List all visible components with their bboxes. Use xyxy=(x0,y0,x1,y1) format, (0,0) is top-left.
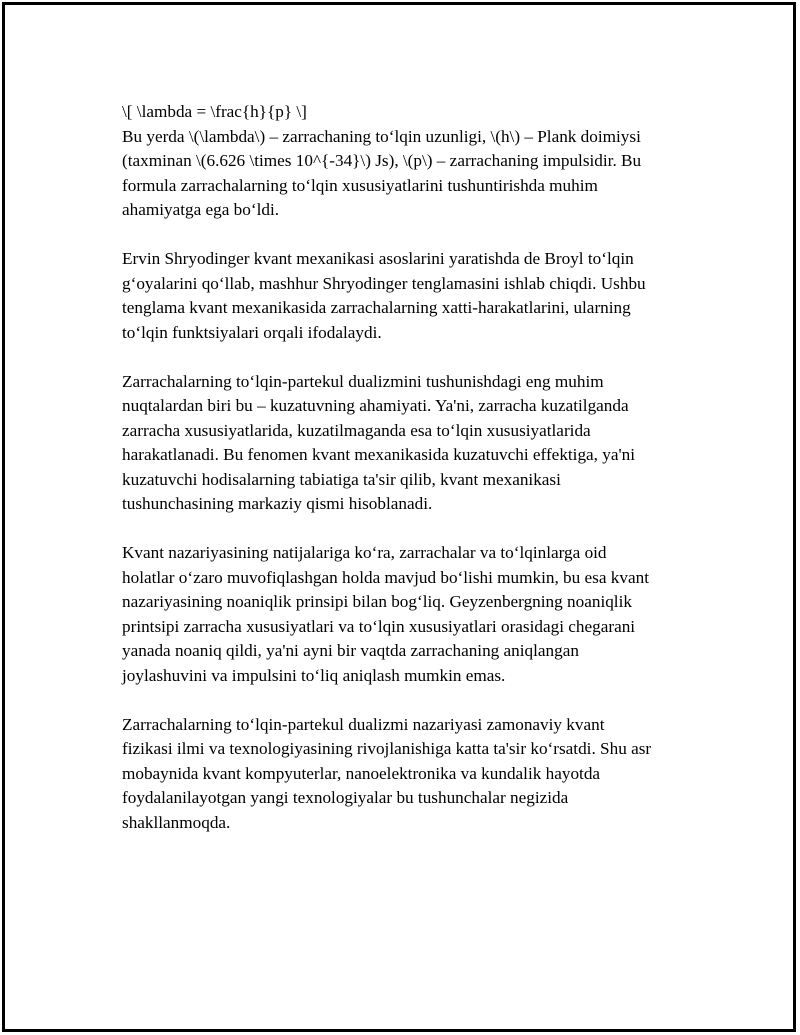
paragraph-schrodinger xyxy=(122,247,702,345)
text-line: harakatlanadi. Bu fenomen kvant mexanikasida kuzatuvchi effektiga, ya'ni xyxy=(122,445,635,464)
text-line: kuzatuvchi hodisalarning tabiatiga ta'sir qilib, kvant mexanikasi xyxy=(122,469,561,489)
text-line: fizikasi ilmi va texnologiyasining rivojlanishiga katta ta'sir ko‘rsatdi. Shu asr xyxy=(122,739,652,758)
text-line: yanada noaniq qildi, ya'ni ayni bir vaqtda zarrachaning aniqlangan xyxy=(122,641,579,660)
text-line: formula zarrachalarning to‘lqin xususiyatlarini tushuntirishda muhim xyxy=(122,175,598,195)
text-line: nuqtalardan biri bu – kuzatuvning ahamiyati. Ya'ni, zarracha kuzatilganda xyxy=(122,396,629,415)
text-line: g‘oyalarini qo‘llab, mashhur Shryodinger tenglamasini ishlab chiqdi. Ushbu xyxy=(122,273,646,293)
text-line: mobaynida kvant kompyuterlar, nanoelektronika va kundalik hayotda xyxy=(122,763,601,783)
text-line: Bu yerda \(\lambda\) – zarrachaning to‘lqin uzunligi, \(h\) – Plank doimiysi xyxy=(122,126,641,146)
text-line: Kvant nazariyasining natijalariga ko‘ra, zarrachalar va to‘lqinlarga oid xyxy=(122,543,607,562)
text-line: Ervin Shryodinger kvant mexanikasi asoslarini yaratishda de Broyl to‘lqin xyxy=(122,249,634,268)
document-body xyxy=(122,100,702,860)
text-line: nazariyasining noaniqlik prinsipi bilan bog‘liq. Geyzenbergning noaniqlik xyxy=(122,592,632,611)
text-line: zarracha xususiyatlarida, kuzatilmaganda esa to‘lqin xususiyatlarida xyxy=(122,420,591,440)
paragraph-uncertainty xyxy=(122,541,702,688)
paragraph-de-broglie-formula xyxy=(122,100,702,223)
text-line: Zarrachalarning to‘lqin-partekul dualizmi nazariyasi zamonaviy kvant xyxy=(122,714,605,734)
paragraph-observation xyxy=(122,370,702,517)
text-line: Zarrachalarning to‘lqin-partekul dualizmini tushunishdagi eng muhim xyxy=(122,371,604,391)
text-line: foydalanilayotgan yangi texnologiyalar bu tushunchalar negizida xyxy=(122,788,569,807)
page-border xyxy=(2,2,796,1032)
text-line: joylashuvini va impulsini to‘liq aniqlash mumkin emas. xyxy=(122,665,506,685)
text-line: tenglama kvant mexanikasida zarrachalarning xatti-harakatlarini, ularning xyxy=(122,298,631,317)
text-line: printsipi zarracha xususiyatlari va to‘lqin xususiyatlari orasidagi chegarani xyxy=(122,616,636,636)
text-line: tushunchasining markaziy qismi hisoblanadi. xyxy=(122,494,433,513)
text-line: shakllanmoqda. xyxy=(122,812,231,832)
text-line: holatlar o‘zaro muvofiqlashgan holda mavjud bo‘lishi mumkin, bu esa kvant xyxy=(122,567,649,587)
paragraph-modern-applications xyxy=(122,713,702,836)
text-line: ahamiyatga ega bo‘ldi. xyxy=(122,200,280,219)
formula-line: \[ \lambda = \frac{h}{p} \] xyxy=(122,102,307,121)
text-line: to‘lqin funktsiyalari orqali ifodalaydi. xyxy=(122,322,382,342)
text-line: (taxminan \(6.626 \times 10^{-34}\) Js), \(p\) – zarrachaning impulsidir. Bu xyxy=(122,151,642,170)
